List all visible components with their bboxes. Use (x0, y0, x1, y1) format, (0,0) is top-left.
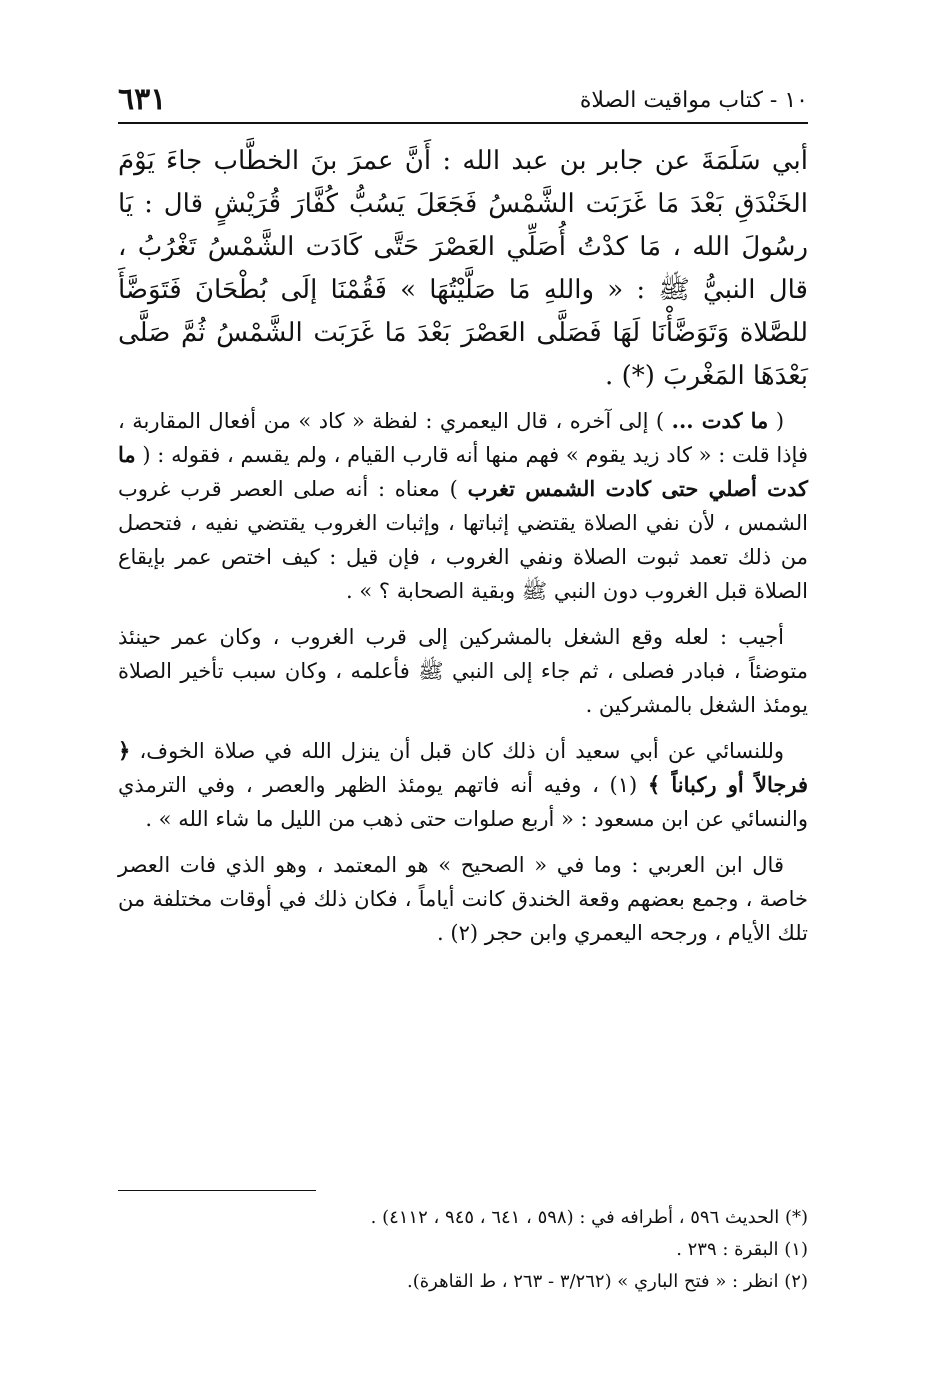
hadith-text: أبي سَلَمَةَ عن جابر بن عبد الله : أَنَّ عمرَ بنَ الخطَّاب جاءَ يَوْمَ الخَنْدَقِ بَعْدَ مَا غَرَبَت الشَّمْسُ فَجَعَلَ يَسُبُّ كُفَّارَ قُرَيْشٍ قال : يَا رسُولَ الله ، مَا كدْتُ أُصَلِّي العَصْرَ حَتَّى كَادَت الشَّمْسُ تَغْرُبُ ، قال النبيُّ ﷺ : « واللهِ مَا صَلَّيْتُهَا » فَقُمْنَا إلَى بُطْحَانَ فَتَوَضَّأَ للصَّلاة وَتَوَضَّأْنَا لَهَا فَصَلَّى العَصْرَ بَعْدَ مَا غَرَبَت الشَّمْسُ ثُمَّ صَلَّى بَعْدَهَا المَغْربَ (*) . (118, 146, 808, 391)
commentary-paragraph-4: قال ابن العربي : وما في « الصحيح » هو المعتمد ، وهو الذي فات العصر خاصة ، وجمع بعضهم وقعة الخندق كانت أياماً ، فكان ذلك في أوقات مختلفة من تلك الأيام ، ورجحه اليعمري وابن حجر (٢) . (118, 853, 808, 945)
text-fragment: (١) ، وفيه أنه فاتهم يومئذ الظهر والعصر ، وفي الترمذي والنسائي عن ابن مسعود : « أربع صلوات حتى ذهب من الليل ما شاء الله » . (118, 773, 808, 831)
main-text (118, 140, 808, 962)
quran-quote: ﴿ فرجالاً أو ركباناً ﴾ (118, 738, 809, 797)
footnote-item: (٢) انظر : « فتح الباري » (٣/٢٦٢ - ٢٦٣ ، ط القاهرة). (406, 1271, 808, 1292)
footnote-divider (118, 1190, 316, 1191)
footnotes (118, 1202, 808, 1298)
quoted-phrase: ما كدت أصلي حتى كادت الشمس تغرب (118, 442, 808, 501)
quoted-phrase: ما كدت ... (671, 408, 769, 433)
text-fragment: وللنسائي عن أبي سعيد أن ذلك كان قبل أن ينزل الله في صلاة الخوف، (130, 739, 784, 763)
text-fragment: ) معناه : أنه صلى العصر قرب غروب الشمس ، لأن نفي الصلاة يقتضي إثباتها ، وإثبات الغروب يقتضي نفيه ، فتحصل من ذلك تعمد ثبوت الصلاة ونفي الغروب ، فإن قيل : كيف اختص عمر بإيقاع الصلاة قبل الغروب دون النبي ﷺ وبقية الصحابة ؟ » . (118, 477, 808, 603)
running-title: ١٠ - كتاب مواقيت الصلاة (579, 88, 808, 113)
footnote-item: (١) البقرة : ٢٣٩ . (676, 1239, 808, 1260)
commentary-paragraph-2: أجيب : لعله وقع الشغل بالمشركين إلى قرب الغروب ، وكان عمر حينئذ متوضئاً ، فبادر فصلى ، ثم جاء إلى النبي ﷺ فأعلمه ، وكان سبب تأخير الصلاة يومئذ الشغل بالمشركين . (118, 625, 808, 717)
footnote-item: (*) الحديث ٥٩٦ ، أطرافه في : (٥٩٨ ، ٦٤١ ، ٩٤٥ ، ٤١١٢) . (370, 1207, 808, 1228)
page-number: ٦٣١ (118, 82, 167, 117)
commentary-paragraph-1 (118, 404, 808, 608)
page-header (118, 82, 808, 124)
text-fragment: ( (768, 409, 785, 433)
text-fragment: ) إلى آخره ، قال اليعمري : لفظة « كاد » من أفعال المقاربة ، فإذا قلت : « كاد زيد يقوم » فهم منها أنه قارب القيام ، ولم يقسم ، فقوله : ( (118, 409, 808, 467)
commentary-paragraph-3 (118, 734, 808, 836)
